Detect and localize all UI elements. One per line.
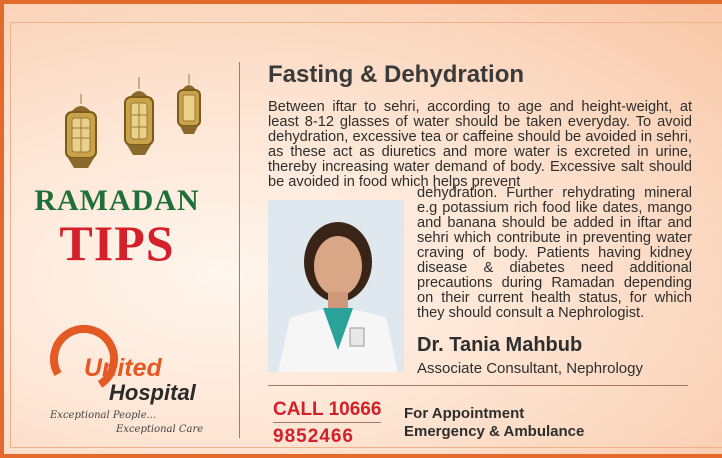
logo-word-united: United (84, 354, 162, 382)
tagline-line1: Exceptional People... (50, 410, 157, 421)
appointment-label: For Appointment (404, 405, 525, 422)
lantern-icon (54, 94, 108, 179)
article-paragraph-top: Between iftar to sehri, according to age and height-weight, at least 8-12 glasses of water should be taken everyday. To avoid dehydration, excessive tea or caffeine should be avoided in sehri, as these act as diuretics and more water is excreted in urine, thereby increasing water demand of body. Excessive salt should be avoided in food which helps prevent (268, 99, 692, 190)
lantern-icon (172, 74, 206, 144)
vertical-divider (239, 62, 240, 438)
emergency-label: Emergency & Ambulance (404, 423, 585, 440)
tagline-line2: Exceptional Care (116, 424, 204, 435)
doctor-photo (268, 200, 404, 372)
horizontal-divider (268, 385, 688, 386)
doctor-designation: Associate Consultant, Nephrology (417, 360, 643, 377)
article-paragraph-wrap: dehydration. Further rehydrating mineral e.g potassium rich food like dates, mango and banana should be added in iftar and sehri which contribute in preventing water craving of body. Patients having kidney disease & diabetes need additional precautions during Ramadan depending on their current health status, for which they should consult a Nephrologist. (417, 185, 692, 321)
phone-number[interactable]: 9852466 (273, 426, 354, 447)
doctor-name: Dr. Tania Mahbub (417, 334, 583, 356)
heading-tips: TIPS (59, 215, 175, 271)
logo-word-hospital: Hospital (109, 380, 196, 405)
article-title: Fasting & Dehydration (268, 61, 525, 88)
call-divider (273, 422, 381, 423)
call-hotline[interactable]: CALL 10666 (273, 399, 382, 420)
lantern-icon (116, 77, 162, 167)
heading-ramadan: RAMADAN (34, 184, 200, 217)
